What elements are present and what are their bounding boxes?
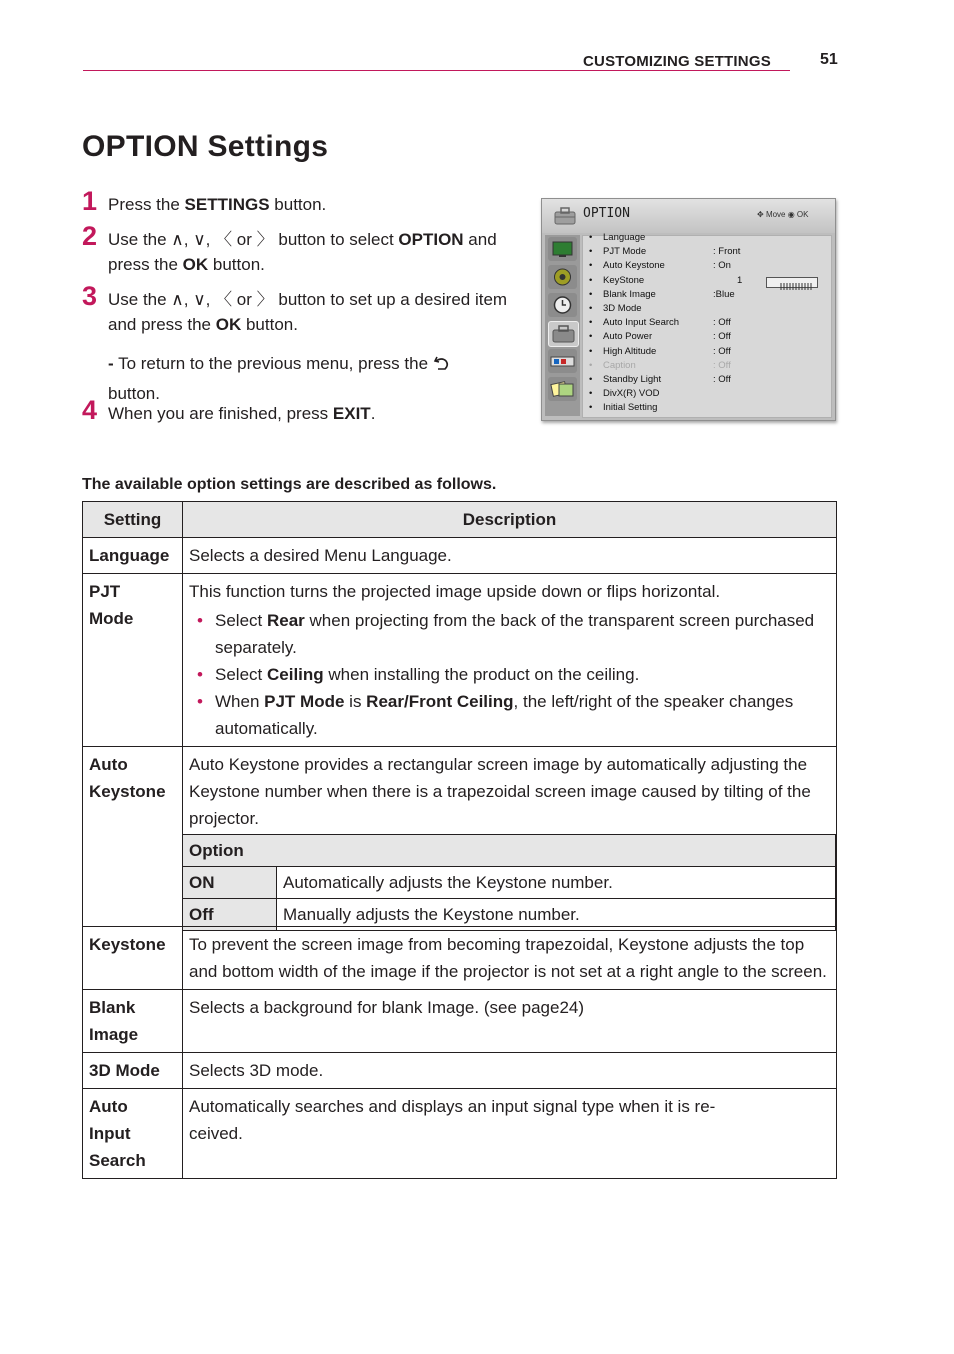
table-row-pjt-mode: PJT Mode This function turns the projected image upside down or flips horizontal. • Select Rear when projecting from the back of the transparent screen purchased separately. • Select Ceiling when installing the product on the ceiling. • When PJT Mode is Rear/Front Ceiling, the left/right of the speaker changes automatically. <box>83 574 837 747</box>
option-icon <box>548 321 579 347</box>
table-row-3d-mode: 3D Mode Selects 3D mode. <box>83 1053 837 1089</box>
osd-item: • Standby Light <box>589 374 662 385</box>
step-1-text: Press the SETTINGS button. <box>108 195 327 214</box>
list-item: • Select Rear when projecting from the back of the transparent screen purchased separately. <box>215 607 830 661</box>
input-icon <box>548 349 577 373</box>
osd-title: OPTION <box>583 206 630 221</box>
table-row-auto-keystone: Auto Keystone Auto Keystone provides a rectangular screen image by automatically adjusting the Keystone number when there is a trapezoidal screen image caused by tilting of the projector. Option ON Automatically adjusts the Keystone number. Off Manually adjusts the Keystone number. <box>83 747 837 927</box>
running-header-section: CUSTOMIZING SETTINGS <box>583 53 771 70</box>
picture-icon <box>548 237 577 261</box>
option-menu-screenshot <box>541 198 836 421</box>
table-row-blank-image: Blank Image Selects a background for blank Image. (see page24) <box>83 990 837 1053</box>
osd-item-value: : Off <box>713 345 731 357</box>
media-icon <box>548 377 577 401</box>
osd-item: • Auto Power <box>589 331 653 343</box>
osd-item-value: : Off <box>713 317 731 329</box>
osd-hint: ✥ Move ◉ OK <box>757 210 809 219</box>
table-header-row <box>83 502 837 538</box>
table-row-keystone: Keystone To prevent the screen image from becoming trapezoidal, Keystone adjusts the top and bottom width of the image if the projector is not set at a right angle to the screen. <box>83 927 837 990</box>
osd-item-value: : Front <box>713 246 741 258</box>
list-item: • Select Ceiling when installing the product on the ceiling. <box>215 661 830 688</box>
osd-item-value: :Blue <box>713 288 735 300</box>
osd-item: • DivX(R) VOD <box>589 388 660 400</box>
audio-icon <box>548 265 577 289</box>
step-3-note: - To return to the previous menu, press the button. <box>108 350 528 407</box>
page-number: 51 <box>820 51 838 68</box>
pjt-bullets <box>189 607 830 742</box>
osd-item: • 3D Mode <box>589 303 642 314</box>
step-4-text: When you are finished, press EXIT. <box>108 404 376 423</box>
osd-item-value: : Off <box>713 374 731 385</box>
move-icon: ✥ <box>757 210 764 219</box>
osd-item: • Caption <box>589 359 636 371</box>
osd-item-value: : On <box>713 260 731 272</box>
osd-item-value: : Off <box>713 331 731 343</box>
page-title: OPTION Settings <box>82 130 329 163</box>
osd-item: • Auto Input Search <box>589 317 680 329</box>
step-2-text: Use the ∧, ∨, 〈 or 〉 button to select OPTION and press the OK button. <box>108 230 497 274</box>
step-2-number: 2 <box>82 221 98 251</box>
list-item: • When PJT Mode is Rear/Front Ceiling, the left/right of the speaker changes automatically. <box>215 688 830 742</box>
keystone-bar <box>766 277 818 288</box>
col-description: Description <box>183 502 837 538</box>
osd-item: • Blank Image <box>589 288 656 300</box>
osd-item: • Language <box>589 232 646 243</box>
option-settings-table <box>82 501 837 1179</box>
osd-item-value: 1 <box>737 274 743 286</box>
osd-option-list <box>582 232 832 418</box>
step-3-number: 3 <box>82 281 98 311</box>
osd-title-bar <box>542 199 835 233</box>
osd-item: • KeyStone <box>589 274 645 286</box>
back-icon <box>433 353 451 380</box>
osd-item-value: : Off <box>713 359 731 371</box>
table-intro: The available option settings are described as follows. <box>82 476 497 493</box>
osd-item: • Auto Keystone <box>589 260 665 272</box>
step-3-text: Use the ∧, ∨, 〈 or 〉 button to set up a desired item and press the OK button. <box>108 290 508 334</box>
osd-item: • Initial Setting <box>589 402 658 414</box>
time-icon <box>548 293 577 317</box>
osd-sidebar <box>545 235 580 416</box>
toolbox-icon <box>554 207 576 230</box>
table-row-auto-input-search: Auto Input Search Automatically searches and displays an input signal type when it is re- ceived. <box>83 1089 837 1179</box>
step-1-number: 1 <box>82 186 98 216</box>
osd-item: • PJT Mode <box>589 246 647 258</box>
auto-keystone-options: Option ON Automatically adjusts the Keystone number. Off Manually adjusts the Keystone number. <box>182 834 836 931</box>
table-row-language: Language Selects a desired Menu Language. <box>83 538 837 574</box>
header-rule <box>83 70 790 71</box>
col-setting: Setting <box>83 502 183 538</box>
step-4-number: 4 <box>82 395 98 425</box>
osd-item: • High Altitude <box>589 345 657 357</box>
